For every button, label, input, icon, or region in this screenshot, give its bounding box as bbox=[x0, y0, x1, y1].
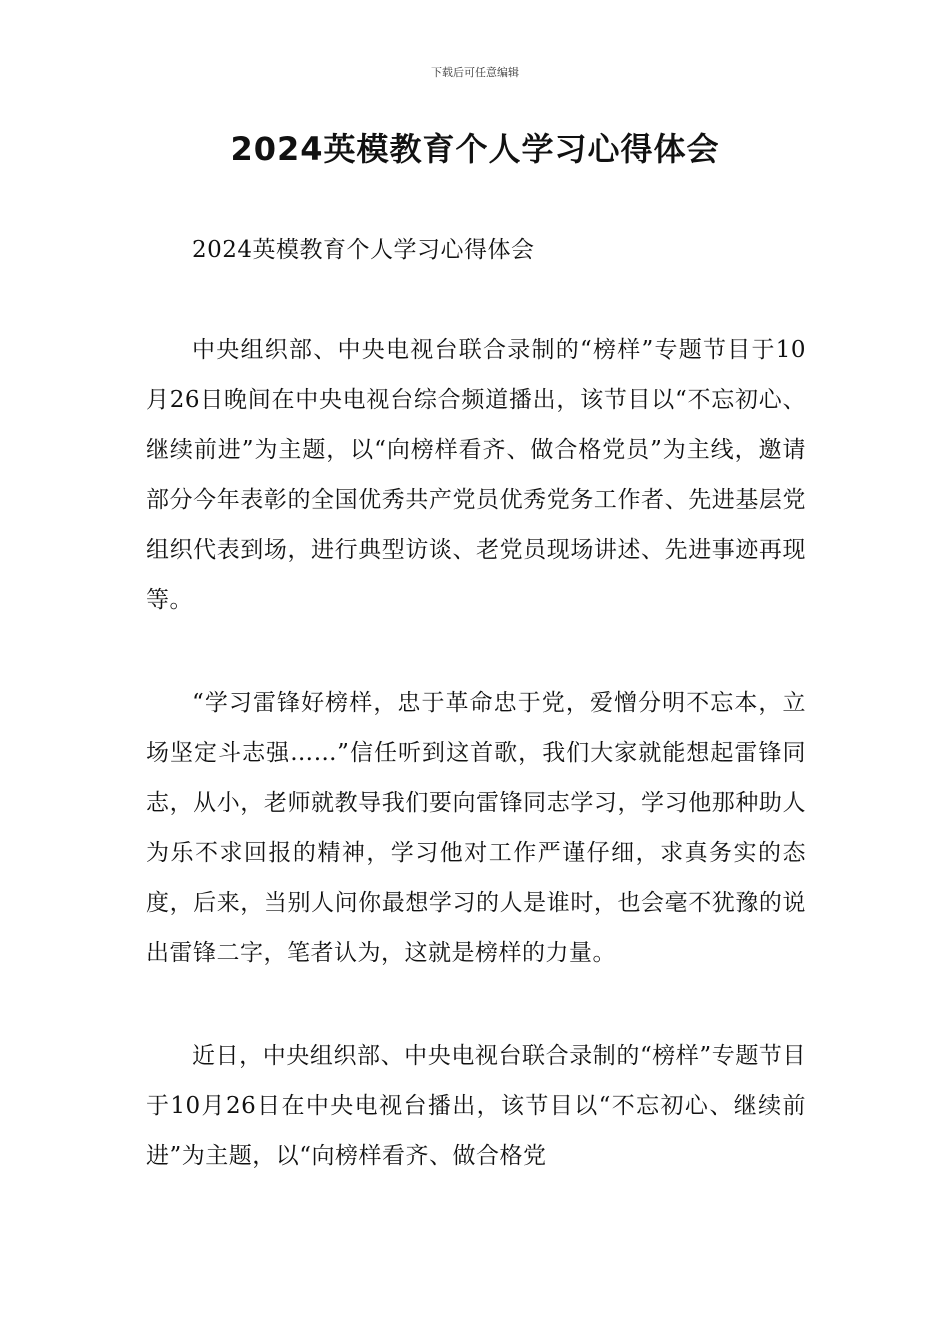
paragraph-2: “学习雷锋好榜样，忠于革命忠于党，爱憎分明不忘本，立场坚定斗志强……”信任听到这首歌，我们大家就能想起雷锋同志，从小，老师就教导我们要向雷锋同志学习，学习他那种助人为乐不求回报的精神，学习他对工作严谨仔细，求真务实的态度，后来，当别人问你最想学习的人是谁时，也会毫不犹豫的说出雷锋二字，笔者认为，这就是榜样的力量。 bbox=[146, 690, 806, 966]
document-title: 2024英模教育个人学习心得体会 bbox=[230, 130, 720, 168]
document-subtitle: 2024英模教育个人学习心得体会 bbox=[192, 237, 535, 263]
document-body bbox=[146, 225, 806, 1234]
paragraph-3: 近日，中央组织部、中央电视台联合录制的“榜样”专题节目于10月26日在中央电视台播出，该节目以“不忘初心、继续前进”为主题，以“向榜样看齐、做合格党 bbox=[146, 1043, 806, 1169]
header-note: 下载后可任意编辑 bbox=[431, 66, 519, 79]
paragraph-1: 中央组织部、中央电视台联合录制的“榜样”专题节目于10月26日晚间在中央电视台综合频道播出，该节目以“不忘初心、继续前进”为主题，以“向榜样看齐、做合格党员”为主线，邀请部分今年表彰的全国优秀共产党员优秀党务工作者、先进基层党组织代表到场，进行典型访谈、老党员现场讲述、先进事迹再现等。 bbox=[146, 337, 806, 613]
